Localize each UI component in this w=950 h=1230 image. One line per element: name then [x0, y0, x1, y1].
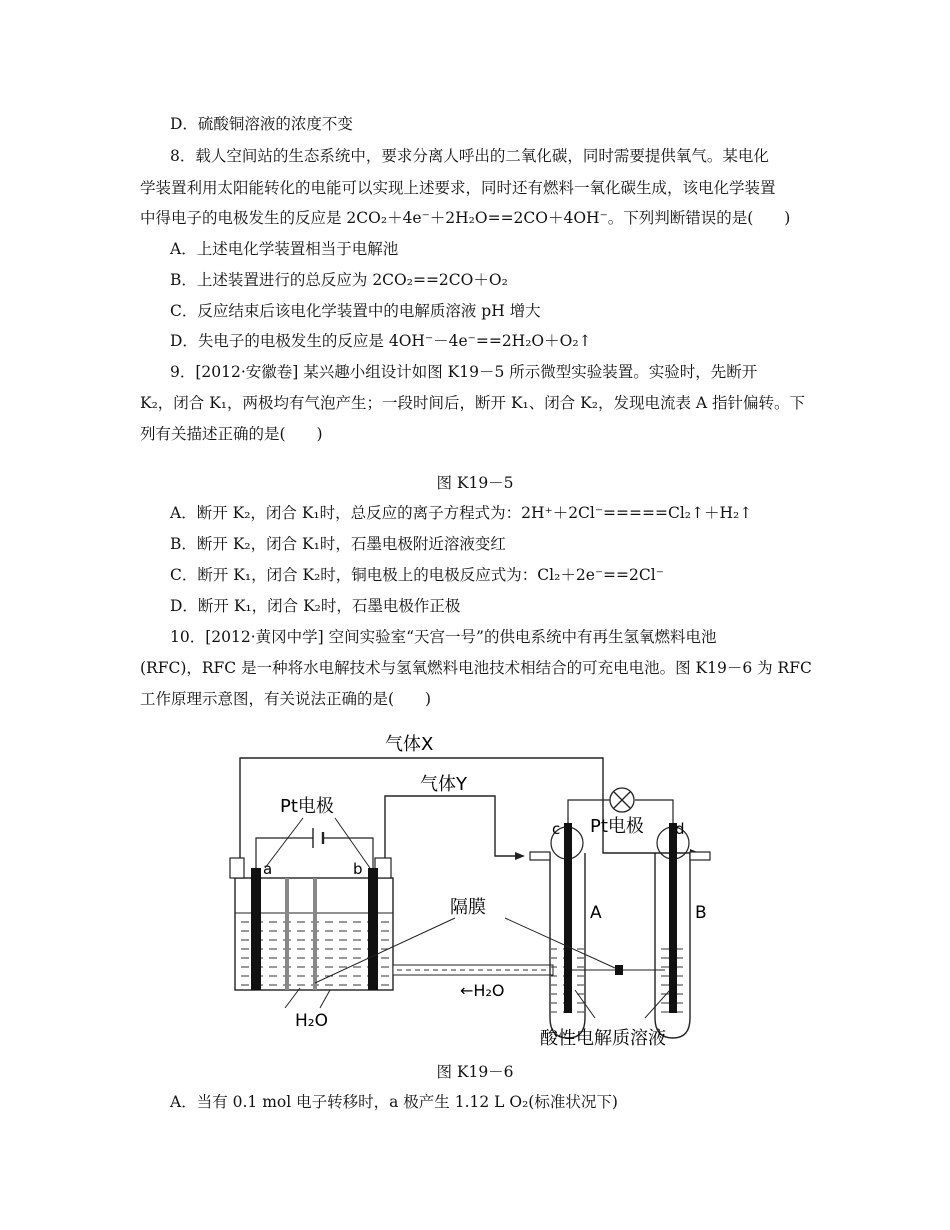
pt-electrode-left-label: Pt电极	[280, 796, 334, 817]
water-flow-label: ←H₂O	[460, 981, 505, 1000]
option-line: B．断开 K₂，闭合 K₁时，石墨电极附近溶液变红	[170, 535, 506, 553]
gas-y-label: 气体Y	[420, 774, 467, 795]
rfc-diagram	[225, 728, 725, 1050]
membrane-label: 隔膜	[450, 897, 486, 918]
text-line: D．硫酸铜溶液的浓度不变	[170, 115, 353, 133]
electrode-b-label: b	[353, 860, 363, 878]
gas-x-label: 气体X	[385, 734, 434, 755]
text-line: K₂，闭合 K₁，两极均有气泡产生；一段时间后，断开 K₁、闭合 K₂，发现电流表 A 指针偏转。下	[140, 394, 806, 412]
option-line: A．当有 0.1 mol 电子转移时，a 极产生 1.12 L O₂(标准状况下)	[170, 1093, 618, 1111]
water-label: H₂O	[295, 1011, 328, 1031]
text-line: (RFC)，RFC 是一种将水电解技术与氢氧燃料电池技术相结合的可充电电池。图 K19－6 为 RFC	[140, 659, 812, 677]
question-8-line: 8．载人空间站的生态系统中，要求分离人呼出的二氧化碳，同时需要提供氧气。某电化	[170, 147, 769, 165]
tube-a-label: A	[590, 903, 602, 923]
tube-b-label: B	[695, 903, 707, 923]
figure-caption: 图 K19－5	[436, 474, 514, 492]
question-10-line: 10．[2012·黄冈中学] 空间实验室“天宫一号”的供电系统中有再生氢氧燃料电池	[170, 628, 717, 646]
text-line: 中得电子的电极发生的反应是 2CO₂＋4e⁻＋2H₂O==2CO＋4OH⁻。下列判断错误的是( )	[140, 209, 791, 227]
text-line: 列有关描述正确的是( )	[140, 425, 323, 443]
option-line: D．断开 K₁，闭合 K₂时，石墨电极作正极	[170, 597, 461, 615]
option-line: C．断开 K₁，闭合 K₂时，铜电极上的电极反应式为：Cl₂＋2e⁻==2Cl⁻	[170, 566, 664, 584]
option-line: B．上述装置进行的总反应为 2CO₂==2CO＋O₂	[170, 271, 508, 289]
electrode-d-label: d	[675, 820, 685, 838]
figure-caption: 图 K19－6	[436, 1063, 514, 1081]
electrode-a-label: a	[263, 860, 273, 878]
pt-electrode-right-label: Pt电极	[590, 816, 644, 837]
option-line: D．失电子的电极发生的反应是 4OH⁻－4e⁻==2H₂O＋O₂↑	[170, 332, 592, 350]
text-line: 学装置利用太阳能转化的电能可以实现上述要求，同时还有燃料一氧化碳生成，该电化学装置	[140, 179, 776, 197]
electrolyte-label: 酸性电解质溶液	[540, 1028, 666, 1049]
option-line: A．断开 K₂，闭合 K₁时，总反应的离子方程式为：2H⁺＋2Cl⁻=====Cl₂↑＋H₂↑	[170, 504, 753, 522]
electrode-c-label: c	[552, 820, 561, 838]
text-line: 工作原理示意图，有关说法正确的是( )	[140, 690, 432, 708]
option-line: A．上述电化学装置相当于电解池	[170, 240, 399, 258]
question-9-line: 9．[2012·安徽卷] 某兴趣小组设计如图 K19－5 所示微型实验装置。实验时，先断开	[170, 363, 758, 381]
option-line: C．反应结束后该电化学装置中的电解质溶液 pH 增大	[170, 302, 541, 320]
